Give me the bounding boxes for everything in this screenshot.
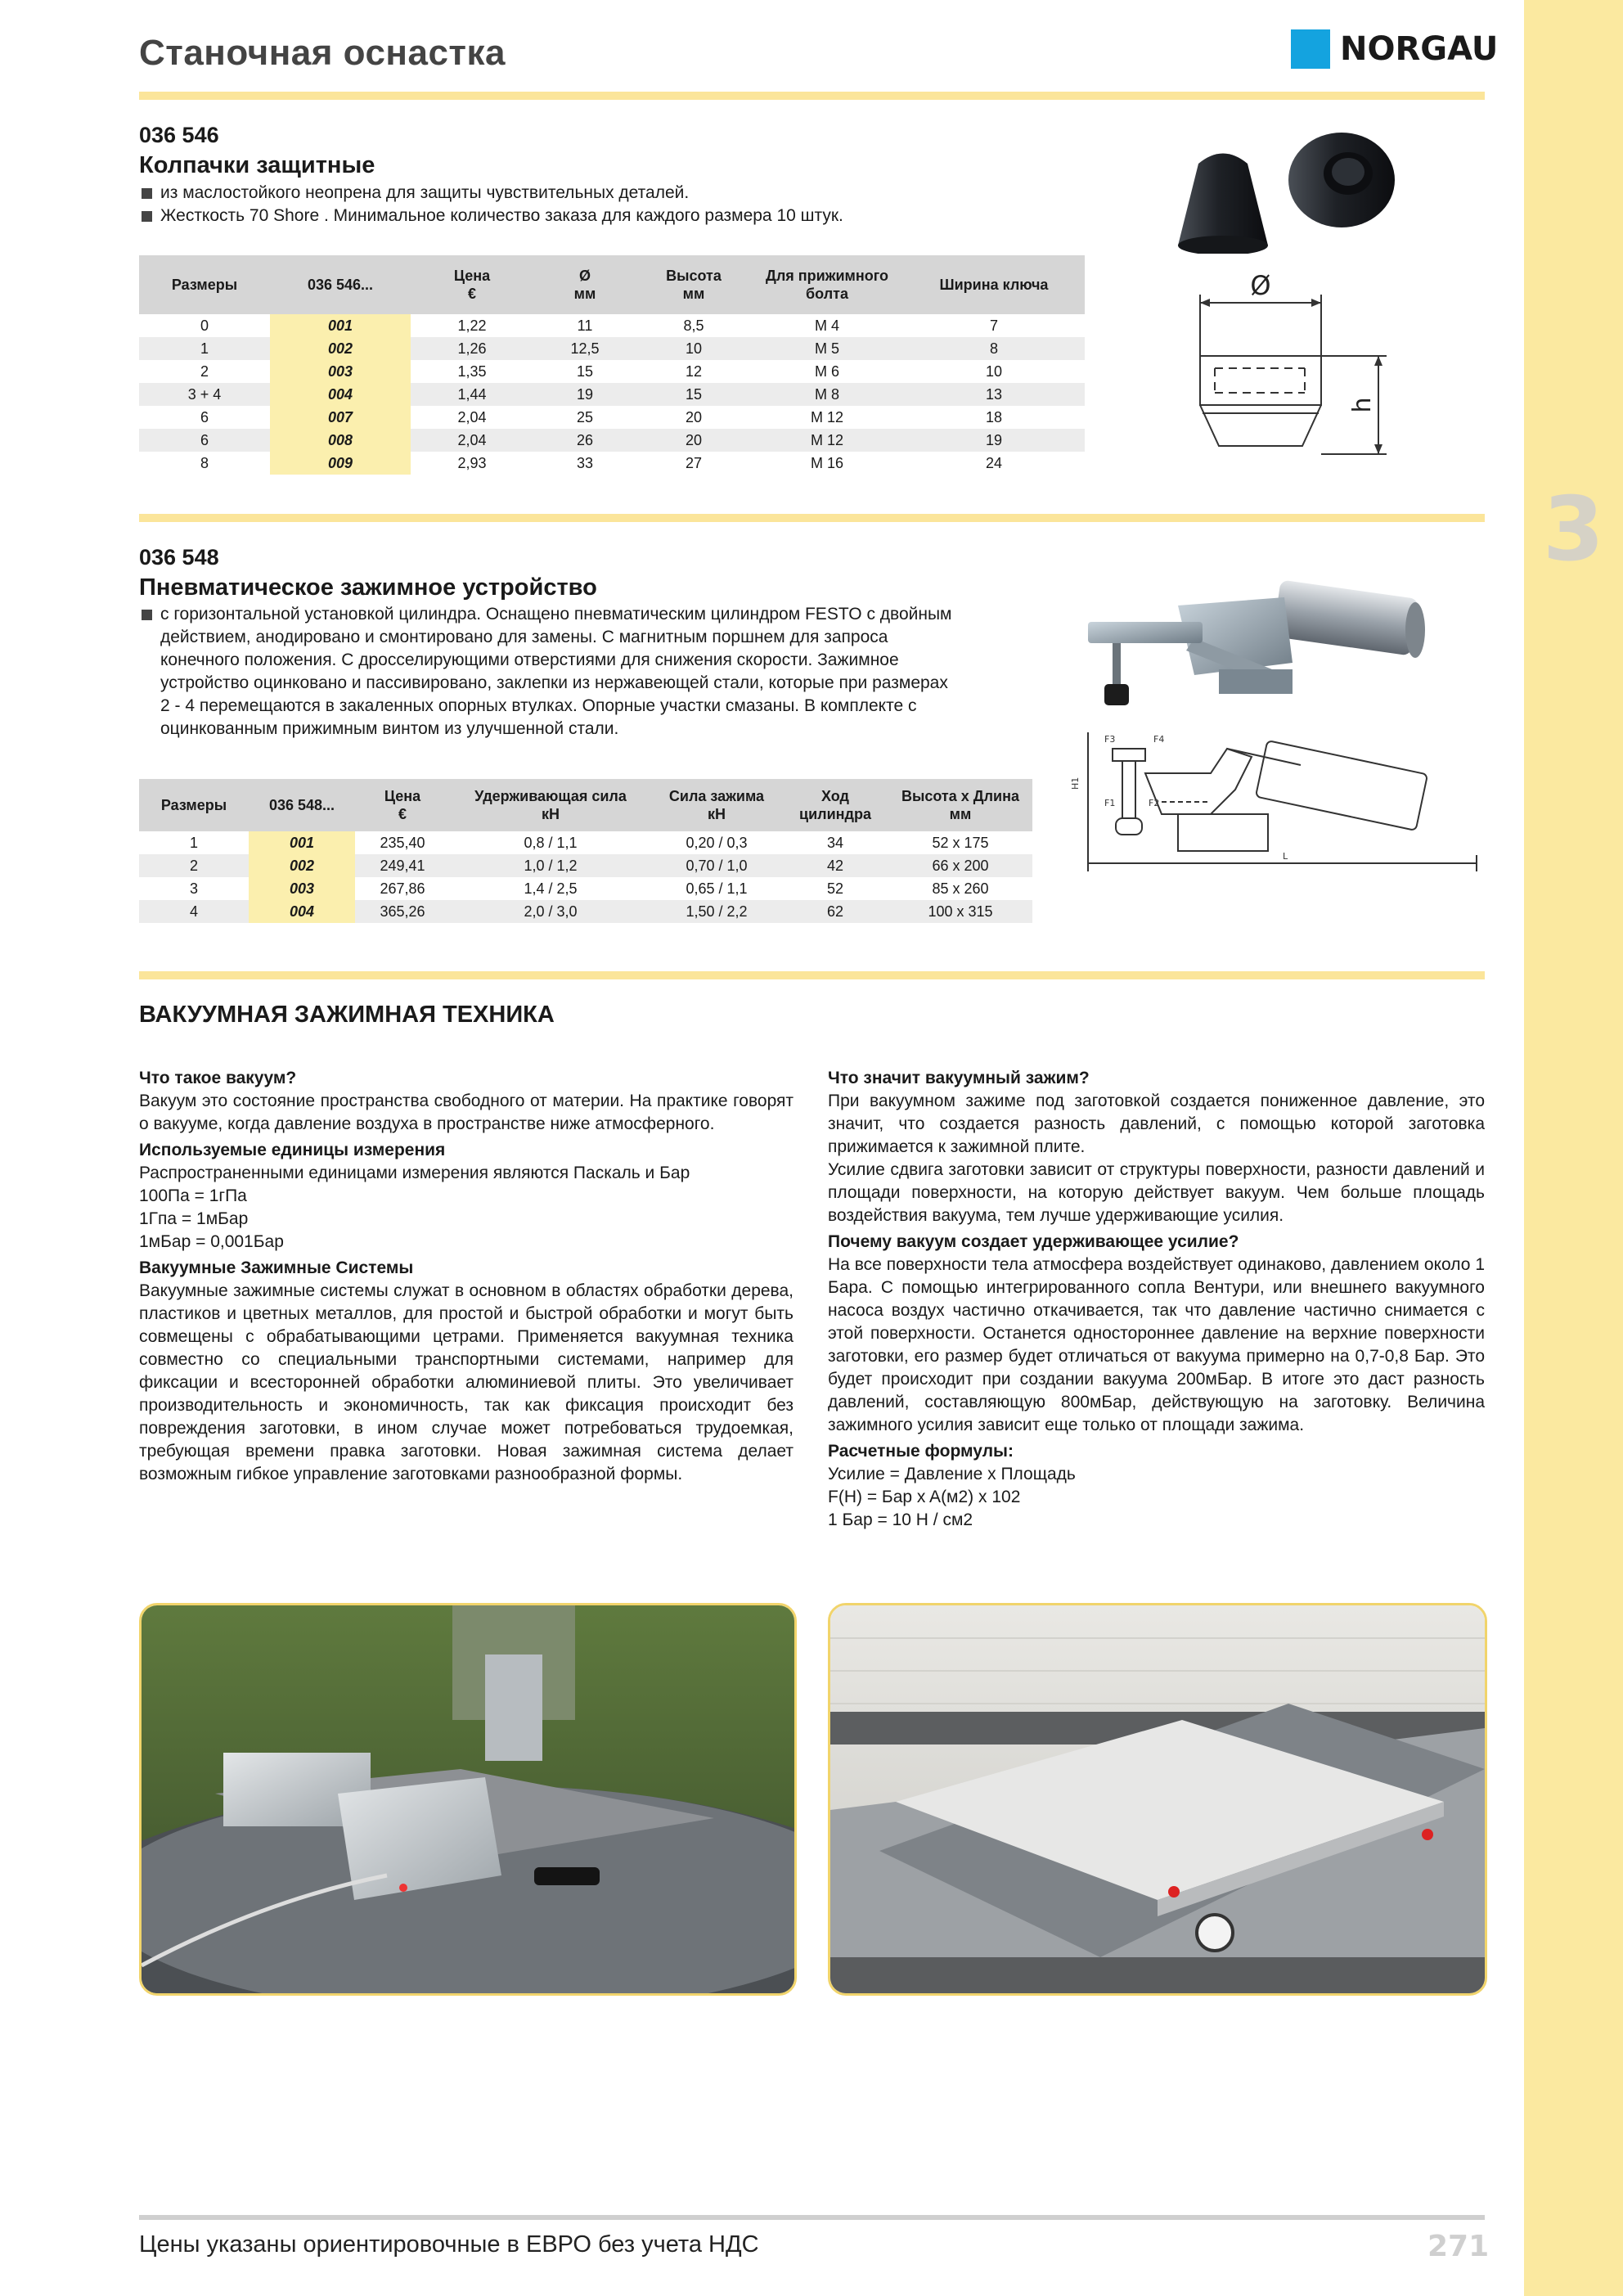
table-header: Размеры <box>139 779 249 831</box>
article-number-cell: 002 <box>270 337 411 360</box>
article1-bullets <box>139 182 1080 227</box>
article2-name: Пневматическое зажимное устройство <box>139 574 597 601</box>
drawing-label-f4: F4 <box>1153 734 1165 745</box>
article-number-cell: 001 <box>270 314 411 337</box>
table-header: Ход цилиндра <box>782 779 888 831</box>
table-row: 8 009 2,93 33 27 M 16 24 <box>139 452 1085 475</box>
formula-line: F(H) = Бар x A(м2) x 102 <box>828 1488 1021 1506</box>
article-number-cell: 001 <box>249 831 355 854</box>
footer-divider <box>139 2215 1485 2220</box>
article-number-cell: 009 <box>270 452 411 475</box>
table-row: 0 001 1,22 11 8,5 M 4 7 <box>139 314 1085 337</box>
formula-line: 1 Бар = 10 Н / см2 <box>828 1510 973 1529</box>
table-header: Высота x Длина мм <box>888 779 1032 831</box>
article-number-cell: 004 <box>270 383 411 406</box>
units-line: 1Гпа = 1мБар <box>139 1209 249 1228</box>
section-divider <box>139 971 1485 979</box>
table-row: 2 002 249,41 1,0 / 1,2 0,70 / 1,0 42 66 x 200 <box>139 854 1032 877</box>
table-header: Цена € <box>355 779 450 831</box>
table-header: Цена € <box>411 255 533 314</box>
article1-bullet: из маслостойкого неопрена для защиты чувствительных деталей. <box>139 182 1080 205</box>
protective-cap-drawing <box>1190 270 1403 466</box>
article1-bullet: Жесткость 70 Shore . Минимальное количество заказа для каждого размера 10 штук. <box>139 205 1080 227</box>
subheading: Что значит вакуумный зажим? <box>828 1069 1090 1087</box>
subheading: Почему вакуум создает удерживающее усилие? <box>828 1232 1239 1251</box>
article2-bullets <box>139 603 1055 741</box>
brand-logo <box>1291 28 1498 70</box>
table-row: 3 + 4 004 1,44 19 15 M 8 13 <box>139 383 1085 406</box>
article-number-cell: 008 <box>270 429 411 452</box>
article1-name: Колпачки защитные <box>139 152 375 178</box>
vacuum-left-column <box>139 1067 794 1486</box>
height-label: h <box>1348 397 1377 413</box>
units-line: Распространенными единицами измерения являются Паскаль и Бар <box>139 1164 690 1182</box>
table-row: 1 002 1,26 12,5 10 M 5 8 <box>139 337 1085 360</box>
article2-code: 036 548 <box>139 545 219 569</box>
chapter-number: 3 <box>1542 479 1605 581</box>
drawing-label-f2: F2 <box>1149 798 1160 808</box>
table-header: 036 546... <box>270 255 411 314</box>
logo-square-icon <box>1291 29 1330 69</box>
article-number-cell: 003 <box>249 877 355 900</box>
table-header: Для прижимного болта <box>751 255 903 314</box>
table-row: 4 004 365,26 2,0 / 3,0 1,50 / 2,2 62 100 x 315 <box>139 900 1032 923</box>
subheading: Расчетные формулы: <box>828 1442 1014 1461</box>
table-header: Высота мм <box>636 255 751 314</box>
article2-bullet: с горизонтальной установкой цилиндра. Оснащено пневматическим цилиндром FESTO с двойным действием, анодировано и смонтировано для замены. С магнитным поршнем для запроса конечного положения. С дросселирующими отверстиями для снижения скорости. Зажимное устройство оцинковано и пассивировано, заклепки из нержавеющей стали, которые при размерах 2 - 4 перемещаются в закаленных опорных втулках. Опорные участки смазаны. В комплекте с оцинкованным прижимным винтом из улучшенной стали. <box>139 603 1055 741</box>
subheading: Что такое вакуум? <box>139 1069 297 1087</box>
logo-text: NORGAU <box>1340 30 1499 68</box>
drawing-label-h1: H1 <box>1070 777 1081 790</box>
table-header: 036 548... <box>249 779 355 831</box>
chapter-side-strip <box>1524 0 1623 2296</box>
page-number: 271 <box>1427 2230 1490 2263</box>
units-line: 100Па = 1гПа <box>139 1186 247 1205</box>
section-divider <box>139 514 1485 522</box>
page-title: Станочная оснастка <box>139 33 506 73</box>
table-row: 6 008 2,04 26 20 M 12 19 <box>139 429 1085 452</box>
subheading: Вакуумные Зажимные Системы <box>139 1258 414 1277</box>
article-number-cell: 003 <box>270 360 411 383</box>
pneumatic-clamp-photo <box>1072 573 1432 720</box>
diameter-label: Ø <box>1250 270 1271 301</box>
article-number-cell: 002 <box>249 854 355 877</box>
paragraph: На все поверхности тела атмосфера воздействует одинаково, давлением около 1 Бара. С помощью интегрированного сопла Вентури, или внешнего вакуумного насоса воздух частично откачивается, так что давление частично снимается с этой поверхности. Останется одностороннее давление на верхние поверхности заготовки, его размер будет отличаться от вакуума примерно на 0,7-0,8 Бар. Это будет происходит при создании вакуума 200мБар. В итоге это даст разность давлений, составляющую 800мБар, действующую на заготовку. Величина зажимного усилия зависит еще только от площади зажима. <box>828 1255 1485 1434</box>
article1-table <box>139 255 1085 475</box>
vacuum-section-title: ВАКУУМНАЯ ЗАЖИМНАЯ ТЕХНИКА <box>139 1002 555 1028</box>
table-header: Удерживающая сила кН <box>450 779 651 831</box>
paragraph: При вакуумном зажиме под заготовкой создается пониженное давление, это значит, что создается разность давлений, с помощью которой заготовка прижимается к зажимной плите. <box>828 1092 1485 1156</box>
article2-table <box>139 779 1032 923</box>
table-header: Ширина ключа <box>903 255 1085 314</box>
paragraph: Вакуумные зажимные системы служат в основном в областях обработки дерева, пластиков и цветных металлов, для простой и быстрой обработки и могут быть совмещены с обрабатывающими цетрами. Применяется вакуумная техника совместно со специальными транспортными системами, например для фиксации и всесторонней обработки алюминиевой плиты. Это увеличивает производительность и экономичность, так как фиксация происходит без повреждения заготовки, в ином случае может потребоваться трудоемкая, требующая времени правка заготовки. Новая зажимная система делает возможным гибкое управление заготовками разнообразной формы. <box>139 1281 794 1483</box>
drawing-label-l: L <box>1283 851 1288 862</box>
article-number-cell: 007 <box>270 406 411 429</box>
vacuum-right-column <box>828 1067 1485 1532</box>
formula-line: Усилие = Давление x Площадь <box>828 1465 1076 1483</box>
table-header: Ø мм <box>533 255 636 314</box>
table-row: 6 007 2,04 25 20 M 12 18 <box>139 406 1085 429</box>
drawing-label-f3: F3 <box>1104 734 1116 745</box>
table-row: 3 003 267,86 1,4 / 2,5 0,65 / 1,1 52 85 x 260 <box>139 877 1032 900</box>
table-row: 2 003 1,35 15 12 M 6 10 <box>139 360 1085 383</box>
article1-code: 036 546 <box>139 123 219 147</box>
price-note: Цены указаны ориентировочные в ЕВРО без учета НДС <box>139 2231 759 2258</box>
milling-machine-photo <box>139 1603 797 1996</box>
article-number-cell: 004 <box>249 900 355 923</box>
drawing-label-f1: F1 <box>1104 798 1116 808</box>
units-line: 1мБар = 0,001Бар <box>139 1232 284 1251</box>
header-divider <box>139 92 1485 100</box>
table-header: Сила зажима кН <box>651 779 782 831</box>
pneumatic-clamp-drawing <box>1063 724 1489 880</box>
table-row: 1 001 235,40 0,8 / 1,1 0,20 / 0,3 34 52 x 175 <box>139 831 1032 854</box>
table-header: Размеры <box>139 255 270 314</box>
subheading: Используемые единицы измерения <box>139 1141 446 1159</box>
vacuum-table-photo <box>828 1603 1487 1996</box>
protective-caps-photo <box>1162 123 1407 254</box>
paragraph: Усилие сдвига заготовки зависит от структуры поверхности, разности давлений и площади поверхности, на которую действует вакуум. Чем больше площадь воздействия вакуума, тем лучше удерживающие усилия. <box>828 1160 1485 1225</box>
paragraph: Вакуум это состояние пространства свободного от материи. На практике говорят о вакууме, когда давление воздуха в пространстве ниже атмосферного. <box>139 1092 794 1133</box>
